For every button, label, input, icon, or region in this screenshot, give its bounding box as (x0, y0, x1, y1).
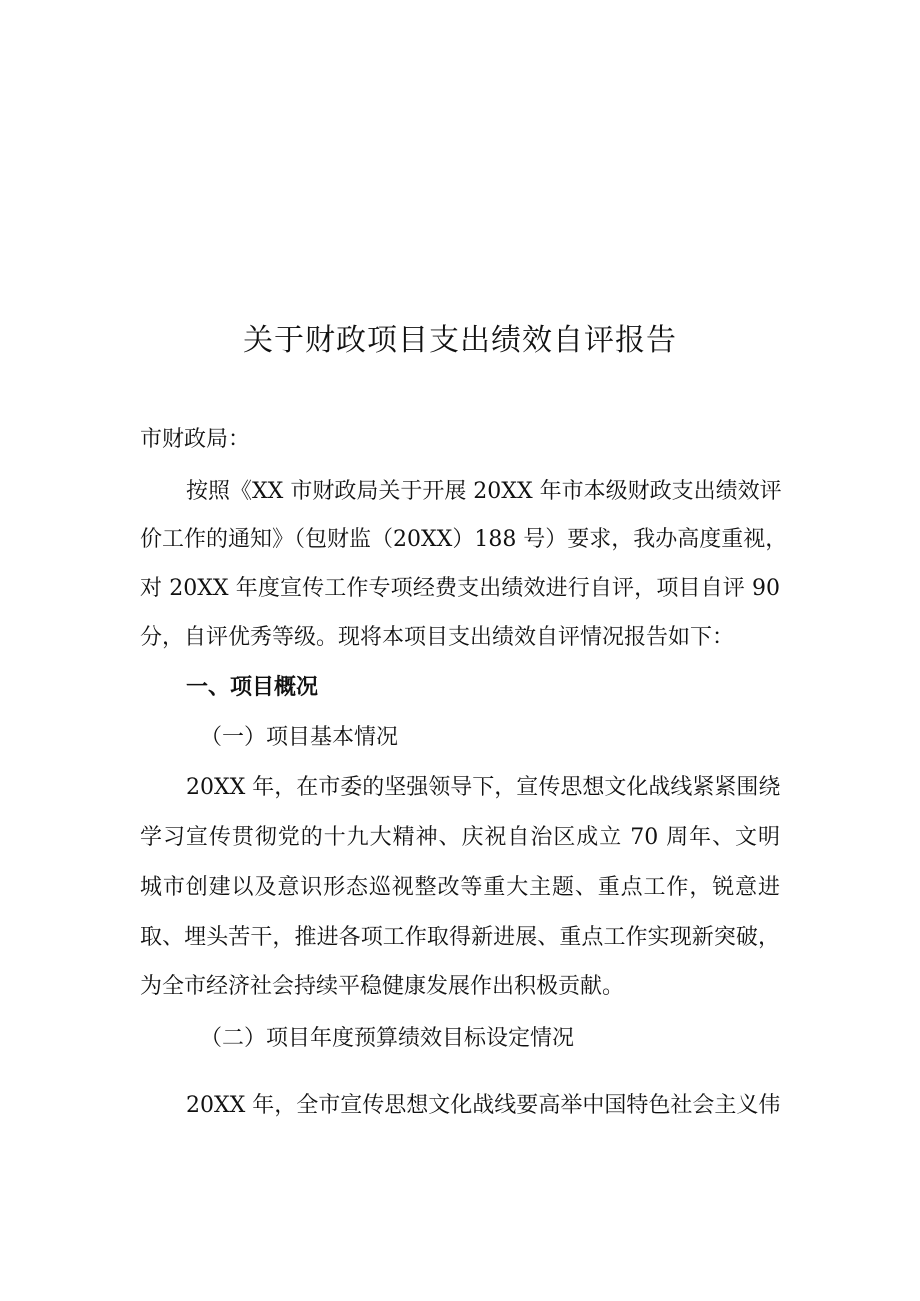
subsection1-line-1: 20XX 年，在市委的坚强领导下，宣传思想文化战线紧紧围绕 (186, 775, 781, 800)
salutation: 市财政局： (140, 427, 251, 452)
intro-line-3: 对 20XX 年度宣传工作专项经费支出绩效进行自评，项目自评 90 (140, 576, 780, 601)
intro-line-4: 分，自评优秀等级。现将本项目支出绩效自评情况报告如下： (140, 625, 735, 650)
intro-line-2: 价工作的通知》（包财监（20XX）188 号）要求，我办高度重视， (140, 527, 788, 552)
subsection1-line-4: 取、埋头苦干，推进各项工作取得新进展、重点工作实现新突破， (140, 925, 780, 950)
section-heading-overview: 一、项目概况 (186, 675, 319, 700)
subsection2-line-1: 20XX 年，全市宣传思想文化战线要高举中国特色社会主义伟 (186, 1093, 781, 1118)
subsection1-line-5: 为全市经济社会持续平稳健康发展作出积极贡献。 (140, 974, 625, 999)
document-title: 关于财政项目支出绩效自评报告 (243, 323, 677, 358)
intro-line-1: 按照《XX 市财政局关于开展 20XX 年市本级财政支出绩效评 (186, 479, 782, 504)
subsection1-line-3: 城市创建以及意识形态巡视整改等重大主题、重点工作，锐意进 (140, 875, 780, 900)
subsection-heading-basic: （一）项目基本情况 (200, 725, 399, 750)
subsection-heading-targets: （二）项目年度预算绩效目标设定情况 (200, 1026, 575, 1051)
subsection1-line-2: 学习宣传贯彻党的十九大精神、庆祝自治区成立 70 周年、文明 (140, 825, 780, 850)
